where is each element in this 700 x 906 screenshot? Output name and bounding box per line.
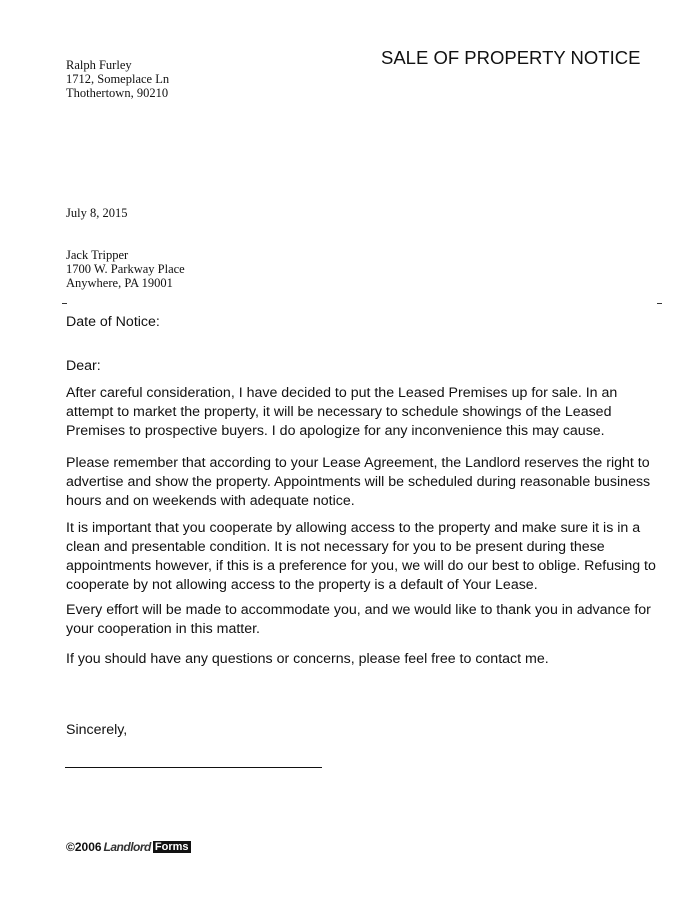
recipient-city: Anywhere, PA 19001 — [66, 276, 173, 290]
signature-line — [65, 767, 322, 768]
paragraph-4 — [66, 601, 651, 639]
document-title: SALE OF PROPERTY NOTICE — [381, 47, 641, 68]
paragraph-3 — [66, 519, 656, 595]
sender-city: Thothertown, 90210 — [66, 86, 169, 100]
sender-street: 1712, Someplace Ln — [66, 72, 170, 86]
fold-mark-left — [62, 303, 67, 304]
line: appointments however, if this is a preference for you, we will do our best to oblige. Refusing to — [66, 558, 656, 574]
line: It is important that you cooperate by allowing access to the property and make sure it is in a — [66, 520, 641, 536]
line: your cooperation in this matter. — [66, 621, 260, 637]
line: After careful consideration, I have decided to put the Leased Premises up for sale. In an — [66, 385, 618, 401]
copyright: ©2006 — [66, 840, 102, 854]
letter-date — [66, 206, 127, 220]
line: cooperate by not allowing access to the property is a default of Your Lease. — [66, 577, 538, 593]
date-text: July 8, 2015 — [66, 206, 128, 220]
recipient-address — [66, 248, 185, 290]
recipient-name: Jack Tripper — [66, 248, 129, 262]
line: If you should have any questions or concerns, please feel free to contact me. — [66, 651, 549, 667]
salutation: Dear: — [66, 358, 101, 374]
sender-name: Ralph Furley — [66, 58, 132, 72]
logo-landlord: Landlord — [103, 840, 151, 854]
line: Please remember that according to your Lease Agreement, the Landlord reserves the right to — [66, 455, 650, 471]
line: attempt to market the property, it will be necessary to schedule showings of the Leased — [66, 404, 612, 420]
paragraph-1 — [66, 384, 617, 441]
date-of-notice-label: Date of Notice: — [66, 314, 160, 330]
line: advertise and show the property. Appointments will be scheduled during reasonable business — [66, 474, 651, 490]
footer-logo — [66, 840, 191, 854]
paragraph-2 — [66, 454, 650, 511]
sender-address — [66, 58, 169, 100]
line: clean and presentable condition. It is not necessary for you to be present during these — [66, 539, 605, 555]
line: Premises to prospective buyers. I do apologize for any inconvenience this may cause. — [66, 423, 605, 439]
paragraph-5 — [66, 650, 549, 669]
closing: Sincerely, — [66, 722, 128, 738]
line: Every effort will be made to accommodate you, and we would like to thank you in advance for — [66, 602, 651, 618]
logo-forms: Forms — [154, 841, 189, 853]
line: hours and on weekends with adequate notice. — [66, 493, 355, 509]
recipient-street: 1700 W. Parkway Place — [66, 262, 185, 276]
fold-mark-right — [657, 303, 662, 304]
